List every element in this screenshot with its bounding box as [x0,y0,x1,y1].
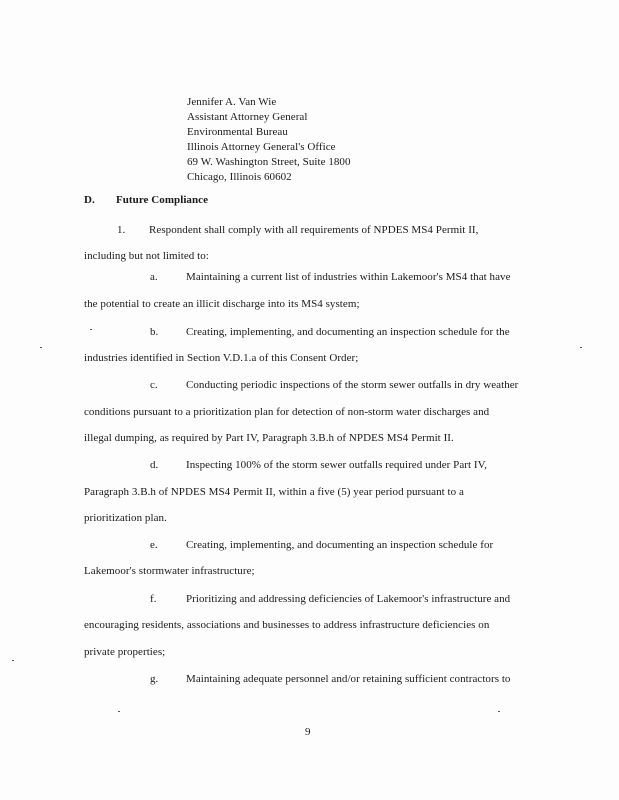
item-b-line-1: Creating, implementing, and documenting an inspection schedule for the [186,326,510,338]
item-a-letter: a. [150,271,158,283]
scan-speck [498,711,500,712]
item-g-line-1: Maintaining adequate personnel and/or retaining sufficient contractors to [186,673,511,685]
paragraph-1-number: 1. [117,224,126,236]
scan-speck [90,329,92,330]
item-f-line-2: encouraging residents, associations and businesses to address infrastructure deficiencies on [84,619,490,631]
item-f-line-1: Prioritizing and addressing deficiencies of Lakemoor's infrastructure and [186,593,511,605]
item-b-line-2: industries identified in Section V.D.1.a of this Consent Order; [84,352,359,364]
item-c-line-3: illegal dumping, as required by Part IV, Paragraph 3.B.h of NPDES MS4 Permit II. [84,432,454,444]
item-e-line-2: Lakemoor's stormwater infrastructure; [84,565,255,577]
item-e-line-1: Creating, implementing, and documenting an inspection schedule for [186,539,494,551]
item-c-line-1: Conducting periodic inspections of the storm sewer outfalls in dry weather [186,379,519,391]
item-g-letter: g. [150,673,159,685]
scan-speck [118,711,120,712]
address-bureau: Environmental Bureau [187,126,288,138]
item-d-line-3: prioritization plan. [84,512,167,524]
paragraph-1-line-2: including but not limited to: [84,250,209,262]
item-a-line-1: Maintaining a current list of industries within Lakemoor's MS4 that have [186,271,511,283]
item-c-letter: c. [150,379,158,391]
section-letter: D. [84,194,95,206]
item-d-letter: d. [150,459,159,471]
item-e-letter: e. [150,539,158,551]
section-heading: Future Compliance [116,194,209,206]
scan-speck [580,347,582,348]
page-number: 9 [305,726,311,738]
item-d-line-2: Paragraph 3.B.h of NPDES MS4 Permit II, within a five (5) year period pursuant to a [84,486,464,498]
address-office: Illinois Attorney General's Office [187,141,336,153]
address-city: Chicago, Illinois 60602 [187,171,292,183]
address-title: Assistant Attorney General [187,111,308,123]
paragraph-1-line-1: Respondent shall comply with all requirements of NPDES MS4 Permit II, [149,224,479,236]
item-c-line-2: conditions pursuant to a prioritization plan for detection of non-storm water discharges and [84,406,490,418]
item-f-line-3: private properties; [84,646,166,658]
address-street: 69 W. Washington Street, Suite 1800 [187,156,351,168]
item-f-letter: f. [150,593,157,605]
scan-speck [40,347,42,348]
scan-speck [12,660,14,661]
item-a-line-2: the potential to create an illicit discharge into its MS4 system; [84,298,360,310]
item-d-line-1: Inspecting 100% of the storm sewer outfalls required under Part IV, [186,459,487,471]
address-name: Jennifer A. Van Wie [187,96,277,108]
item-b-letter: b. [150,326,159,338]
